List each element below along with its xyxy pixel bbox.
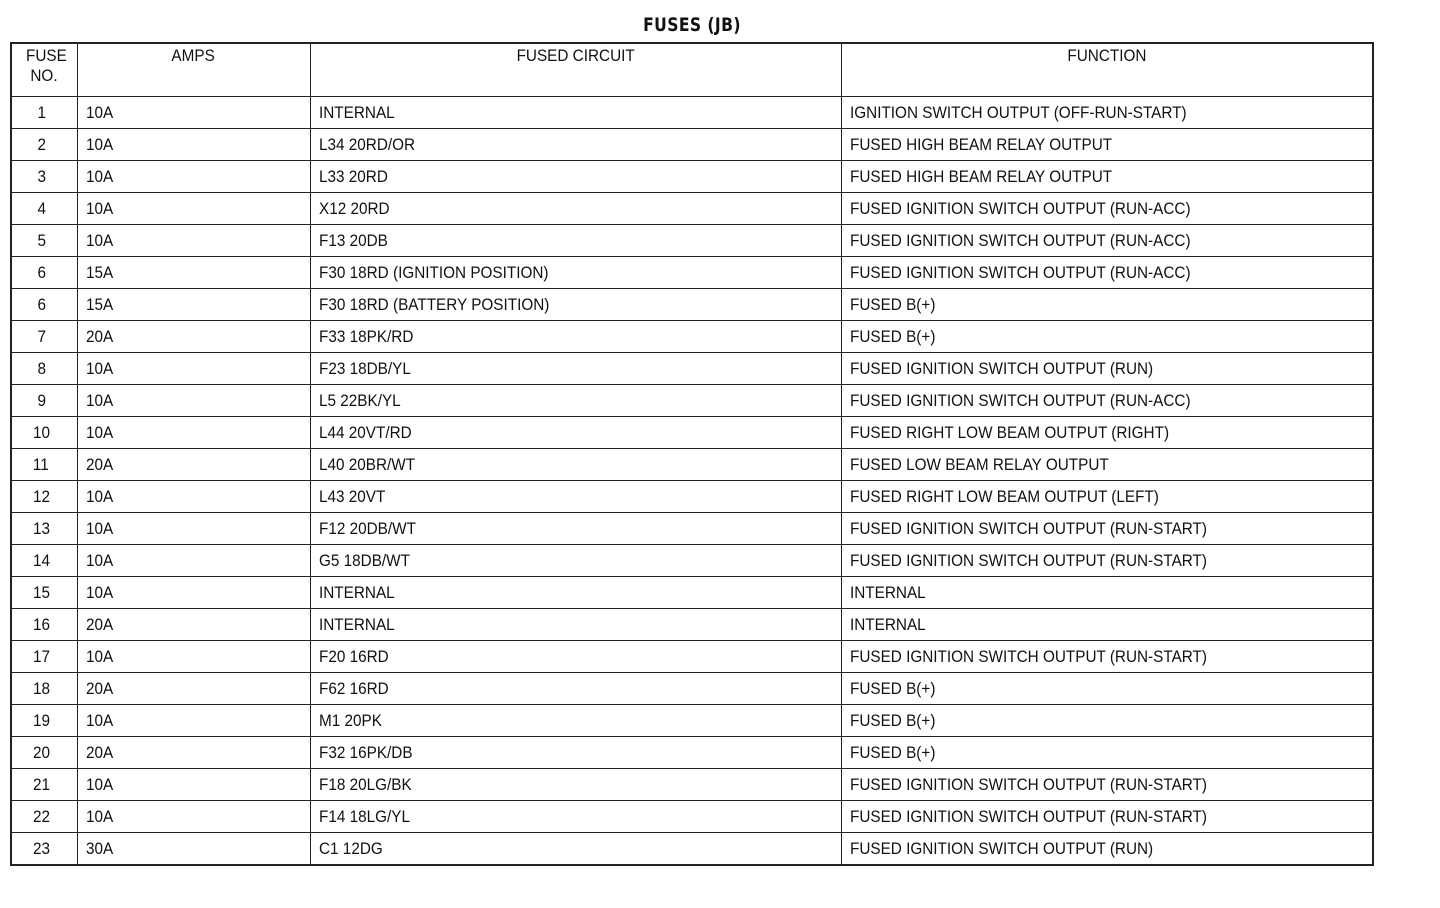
function-cell	[841, 737, 1373, 769]
fuse-number-cell-text: 16	[32, 614, 50, 634]
fused-circuit-cell-text: F62 16RD	[318, 678, 389, 698]
fused-circuit-cell	[310, 97, 841, 129]
fused-circuit-cell	[310, 737, 841, 769]
function-cell	[841, 161, 1373, 193]
amps-cell	[77, 673, 310, 705]
fused-circuit-cell-text: F33 18PK/RD	[318, 326, 413, 346]
fused-circuit-cell-text: INTERNAL	[318, 582, 395, 602]
table-row	[11, 833, 1373, 866]
fused-circuit-cell	[310, 641, 841, 673]
fuse-number-cell-text: 10	[32, 422, 50, 442]
fused-circuit-cell	[310, 289, 841, 321]
amps-cell-text: 10A	[85, 710, 113, 730]
table-row	[11, 545, 1373, 577]
table-row	[11, 385, 1373, 417]
fuse-number-cell-text: 23	[32, 838, 50, 858]
amps-cell	[77, 481, 310, 513]
amps-cell	[77, 161, 310, 193]
fuse-number-cell	[11, 577, 77, 609]
table-row	[11, 449, 1373, 481]
table-row	[11, 257, 1373, 289]
amps-cell-text: 20A	[85, 678, 113, 698]
fused-circuit-cell-text: F13 20DB	[318, 230, 388, 250]
function-cell-text: INTERNAL	[849, 582, 926, 602]
function-cell	[841, 609, 1373, 641]
fused-circuit-cell-text: L44 20VT/RD	[318, 422, 412, 442]
fuse-number-cell-text: 12	[32, 486, 50, 506]
fuse-number-cell	[11, 801, 77, 833]
fuse-number-cell-text: 18	[32, 678, 50, 698]
function-cell-text: FUSED IGNITION SWITCH OUTPUT (RUN-START)	[849, 518, 1207, 538]
fused-circuit-cell-text: X12 20RD	[318, 198, 390, 218]
amps-cell	[77, 705, 310, 737]
fuse-number-cell	[11, 353, 77, 385]
fused-circuit-cell	[310, 129, 841, 161]
table-row	[11, 673, 1373, 705]
function-cell-text: FUSED IGNITION SWITCH OUTPUT (RUN-ACC)	[849, 198, 1191, 218]
amps-cell-text: 20A	[85, 454, 113, 474]
fused-circuit-cell	[310, 513, 841, 545]
function-cell	[841, 481, 1373, 513]
table-row	[11, 801, 1373, 833]
function-cell-text: FUSED IGNITION SWITCH OUTPUT (RUN)	[849, 838, 1153, 858]
function-cell	[841, 769, 1373, 801]
table-row	[11, 417, 1373, 449]
fuse-number-cell	[11, 769, 77, 801]
function-cell	[841, 417, 1373, 449]
amps-cell	[77, 417, 310, 449]
function-cell-text: FUSED RIGHT LOW BEAM OUTPUT (RIGHT)	[849, 422, 1169, 442]
fused-circuit-cell	[310, 705, 841, 737]
fuse-number-cell	[11, 385, 77, 417]
fused-circuit-cell-text: L34 20RD/OR	[318, 134, 415, 154]
function-cell	[841, 225, 1373, 257]
function-cell-text: FUSED IGNITION SWITCH OUTPUT (RUN-ACC)	[849, 262, 1191, 282]
fuse-number-cell	[11, 545, 77, 577]
amps-cell	[77, 641, 310, 673]
function-cell-text: FUSED HIGH BEAM RELAY OUTPUT	[849, 166, 1112, 186]
amps-cell	[77, 385, 310, 417]
function-cell	[841, 385, 1373, 417]
fuse-number-cell	[11, 289, 77, 321]
fused-circuit-cell-text: INTERNAL	[318, 102, 395, 122]
fused-circuit-cell-text: L40 20BR/WT	[318, 454, 415, 474]
fuse-number-cell	[11, 161, 77, 193]
fused-circuit-cell	[310, 385, 841, 417]
amps-cell-text: 15A	[85, 294, 113, 314]
amps-cell-text: 10A	[85, 230, 113, 250]
fuse-number-cell-text: 4	[36, 198, 46, 218]
fused-circuit-cell-text: F14 18LG/YL	[318, 806, 410, 826]
fused-circuit-cell	[310, 161, 841, 193]
fused-circuit-cell-text: INTERNAL	[318, 614, 395, 634]
function-cell	[841, 129, 1373, 161]
column-header-amps-label: AMPS	[171, 46, 216, 65]
fused-circuit-cell	[310, 321, 841, 353]
column-header-fused-circuit	[310, 43, 841, 97]
fused-circuit-cell-text: F30 18RD (BATTERY POSITION)	[318, 294, 549, 314]
amps-cell	[77, 833, 310, 866]
function-cell	[841, 289, 1373, 321]
function-cell-text: FUSED B(+)	[849, 742, 935, 762]
fuse-number-cell	[11, 449, 77, 481]
fused-circuit-cell	[310, 545, 841, 577]
function-cell-text: FUSED B(+)	[849, 710, 935, 730]
function-cell	[841, 673, 1373, 705]
amps-cell-text: 10A	[85, 166, 113, 186]
function-cell	[841, 705, 1373, 737]
amps-cell	[77, 769, 310, 801]
amps-cell	[77, 289, 310, 321]
table-row	[11, 321, 1373, 353]
fused-circuit-cell	[310, 193, 841, 225]
function-cell	[841, 353, 1373, 385]
table-row	[11, 129, 1373, 161]
amps-cell-text: 10A	[85, 774, 113, 794]
fused-circuit-cell	[310, 225, 841, 257]
column-header-function	[841, 43, 1373, 97]
fuse-number-cell-text: 11	[33, 454, 50, 474]
amps-cell-text: 10A	[85, 134, 113, 154]
fused-circuit-cell	[310, 833, 841, 866]
fuse-number-cell-text: 7	[36, 326, 46, 346]
amps-cell-text: 20A	[85, 742, 113, 762]
fused-circuit-cell	[310, 769, 841, 801]
fuse-number-cell	[11, 705, 77, 737]
amps-cell-text: 10A	[85, 486, 113, 506]
fuse-number-cell-text: 20	[32, 742, 50, 762]
fused-circuit-cell-text: F23 18DB/YL	[318, 358, 411, 378]
function-cell	[841, 833, 1373, 866]
fused-circuit-cell-text: G5 18DB/WT	[318, 550, 410, 570]
amps-cell-text: 10A	[85, 422, 113, 442]
table-row	[11, 769, 1373, 801]
page-title: FUSES (JB)	[643, 14, 741, 36]
fuse-number-cell	[11, 417, 77, 449]
fuse-number-cell	[11, 833, 77, 866]
amps-cell	[77, 449, 310, 481]
fuse-number-cell	[11, 737, 77, 769]
column-header-amps	[77, 43, 310, 97]
function-cell	[841, 513, 1373, 545]
fuse-number-cell	[11, 97, 77, 129]
fused-circuit-cell-text: F12 20DB/WT	[318, 518, 416, 538]
table-row	[11, 353, 1373, 385]
function-cell-text: FUSED IGNITION SWITCH OUTPUT (RUN-ACC)	[849, 390, 1191, 410]
fuse-number-cell-text: 17	[32, 646, 50, 666]
amps-cell-text: 20A	[85, 326, 113, 346]
fused-circuit-cell	[310, 673, 841, 705]
fused-circuit-cell-text: L43 20VT	[318, 486, 385, 506]
amps-cell-text: 10A	[85, 102, 113, 122]
fuse-number-cell	[11, 129, 77, 161]
fuse-number-cell-text: 1	[36, 102, 46, 122]
fuse-number-cell-text: 6	[36, 294, 46, 314]
fused-circuit-cell	[310, 481, 841, 513]
fused-circuit-cell-text: M1 20PK	[318, 710, 382, 730]
column-header-fused-circuit-label: FUSED CIRCUIT	[516, 46, 635, 65]
fuse-number-cell-text: 22	[32, 806, 50, 826]
fused-circuit-cell-text: F32 16PK/DB	[318, 742, 413, 762]
table-row	[11, 641, 1373, 673]
fuse-number-cell	[11, 225, 77, 257]
column-header-fuse-no-label: FUSE NO.	[26, 46, 68, 85]
table-header-row	[11, 43, 1373, 97]
fuse-number-cell	[11, 641, 77, 673]
fuse-number-cell-text: 13	[32, 518, 50, 538]
function-cell-text: FUSED IGNITION SWITCH OUTPUT (RUN-ACC)	[849, 230, 1191, 250]
fuse-number-cell-text: 8	[36, 358, 46, 378]
fuse-number-cell	[11, 481, 77, 513]
fuse-number-cell-text: 6	[36, 262, 46, 282]
function-cell-text: FUSED HIGH BEAM RELAY OUTPUT	[849, 134, 1112, 154]
table-row	[11, 705, 1373, 737]
table-row	[11, 225, 1373, 257]
fuse-number-cell	[11, 673, 77, 705]
amps-cell-text: 10A	[85, 198, 113, 218]
fused-circuit-cell-text: F20 16RD	[318, 646, 389, 666]
fuse-number-cell	[11, 513, 77, 545]
amps-cell-text: 10A	[85, 646, 113, 666]
function-cell	[841, 641, 1373, 673]
amps-cell	[77, 513, 310, 545]
fused-circuit-cell	[310, 417, 841, 449]
fused-circuit-cell-text: C1 12DG	[318, 838, 383, 858]
fuse-number-cell-text: 5	[36, 230, 46, 250]
amps-cell	[77, 545, 310, 577]
fuse-number-cell-text: 2	[36, 134, 46, 154]
amps-cell-text: 10A	[85, 358, 113, 378]
function-cell-text: IGNITION SWITCH OUTPUT (OFF-RUN-START)	[849, 102, 1187, 122]
amps-cell-text: 10A	[85, 518, 113, 538]
fused-circuit-cell	[310, 577, 841, 609]
fuse-number-cell	[11, 609, 77, 641]
function-cell	[841, 193, 1373, 225]
function-cell	[841, 321, 1373, 353]
amps-cell	[77, 353, 310, 385]
amps-cell-text: 10A	[85, 806, 113, 826]
table-row	[11, 481, 1373, 513]
fuse-table-body	[11, 97, 1373, 866]
fuse-number-cell-text: 3	[36, 166, 46, 186]
table-row	[11, 193, 1373, 225]
table-row	[11, 513, 1373, 545]
fused-circuit-cell-text: F30 18RD (IGNITION POSITION)	[318, 262, 549, 282]
table-row	[11, 97, 1373, 129]
amps-cell-text: 10A	[85, 582, 113, 602]
amps-cell	[77, 225, 310, 257]
fused-circuit-cell	[310, 801, 841, 833]
amps-cell-text: 15A	[85, 262, 113, 282]
function-cell	[841, 449, 1373, 481]
function-cell-text: FUSED IGNITION SWITCH OUTPUT (RUN-START)	[849, 646, 1207, 666]
column-header-fuse-no	[11, 43, 77, 97]
function-cell-text: FUSED B(+)	[849, 326, 935, 346]
column-header-function-label: FUNCTION	[1067, 46, 1147, 65]
function-cell	[841, 257, 1373, 289]
function-cell-text: FUSED IGNITION SWITCH OUTPUT (RUN)	[849, 358, 1153, 378]
fused-circuit-cell-text: F18 20LG/BK	[318, 774, 412, 794]
function-cell-text: FUSED RIGHT LOW BEAM OUTPUT (LEFT)	[849, 486, 1159, 506]
function-cell-text: FUSED LOW BEAM RELAY OUTPUT	[849, 454, 1109, 474]
function-cell-text: INTERNAL	[849, 614, 926, 634]
function-cell	[841, 801, 1373, 833]
function-cell-text: FUSED IGNITION SWITCH OUTPUT (RUN-START)	[849, 806, 1207, 826]
fuse-number-cell	[11, 193, 77, 225]
fuse-number-cell-text: 21	[32, 774, 50, 794]
amps-cell-text: 10A	[85, 550, 113, 570]
function-cell-text: FUSED IGNITION SWITCH OUTPUT (RUN-START)	[849, 774, 1207, 794]
fused-circuit-cell	[310, 353, 841, 385]
fuse-number-cell-text: 19	[32, 710, 50, 730]
amps-cell	[77, 321, 310, 353]
amps-cell-text: 30A	[85, 838, 113, 858]
table-row	[11, 737, 1373, 769]
amps-cell	[77, 129, 310, 161]
function-cell	[841, 545, 1373, 577]
table-row	[11, 577, 1373, 609]
function-cell-text: FUSED B(+)	[849, 678, 935, 698]
table-row	[11, 609, 1373, 641]
function-cell-text: FUSED B(+)	[849, 294, 935, 314]
fuse-table	[10, 42, 1374, 866]
amps-cell-text: 20A	[85, 614, 113, 634]
fused-circuit-cell	[310, 449, 841, 481]
fuse-number-cell	[11, 257, 77, 289]
amps-cell	[77, 193, 310, 225]
amps-cell	[77, 801, 310, 833]
amps-cell	[77, 577, 310, 609]
table-row	[11, 289, 1373, 321]
amps-cell	[77, 737, 310, 769]
table-row	[11, 161, 1373, 193]
amps-cell	[77, 609, 310, 641]
fused-circuit-cell	[310, 609, 841, 641]
fused-circuit-cell-text: L5 22BK/YL	[318, 390, 401, 410]
fuse-number-cell	[11, 321, 77, 353]
fuse-number-cell-text: 9	[36, 390, 46, 410]
fused-circuit-cell-text: L33 20RD	[318, 166, 388, 186]
amps-cell	[77, 257, 310, 289]
fused-circuit-cell	[310, 257, 841, 289]
function-cell	[841, 577, 1373, 609]
function-cell	[841, 97, 1373, 129]
amps-cell	[77, 97, 310, 129]
function-cell-text: FUSED IGNITION SWITCH OUTPUT (RUN-START)	[849, 550, 1207, 570]
fuse-number-cell-text: 15	[32, 582, 50, 602]
fuse-number-cell-text: 14	[32, 550, 50, 570]
amps-cell-text: 10A	[85, 390, 113, 410]
